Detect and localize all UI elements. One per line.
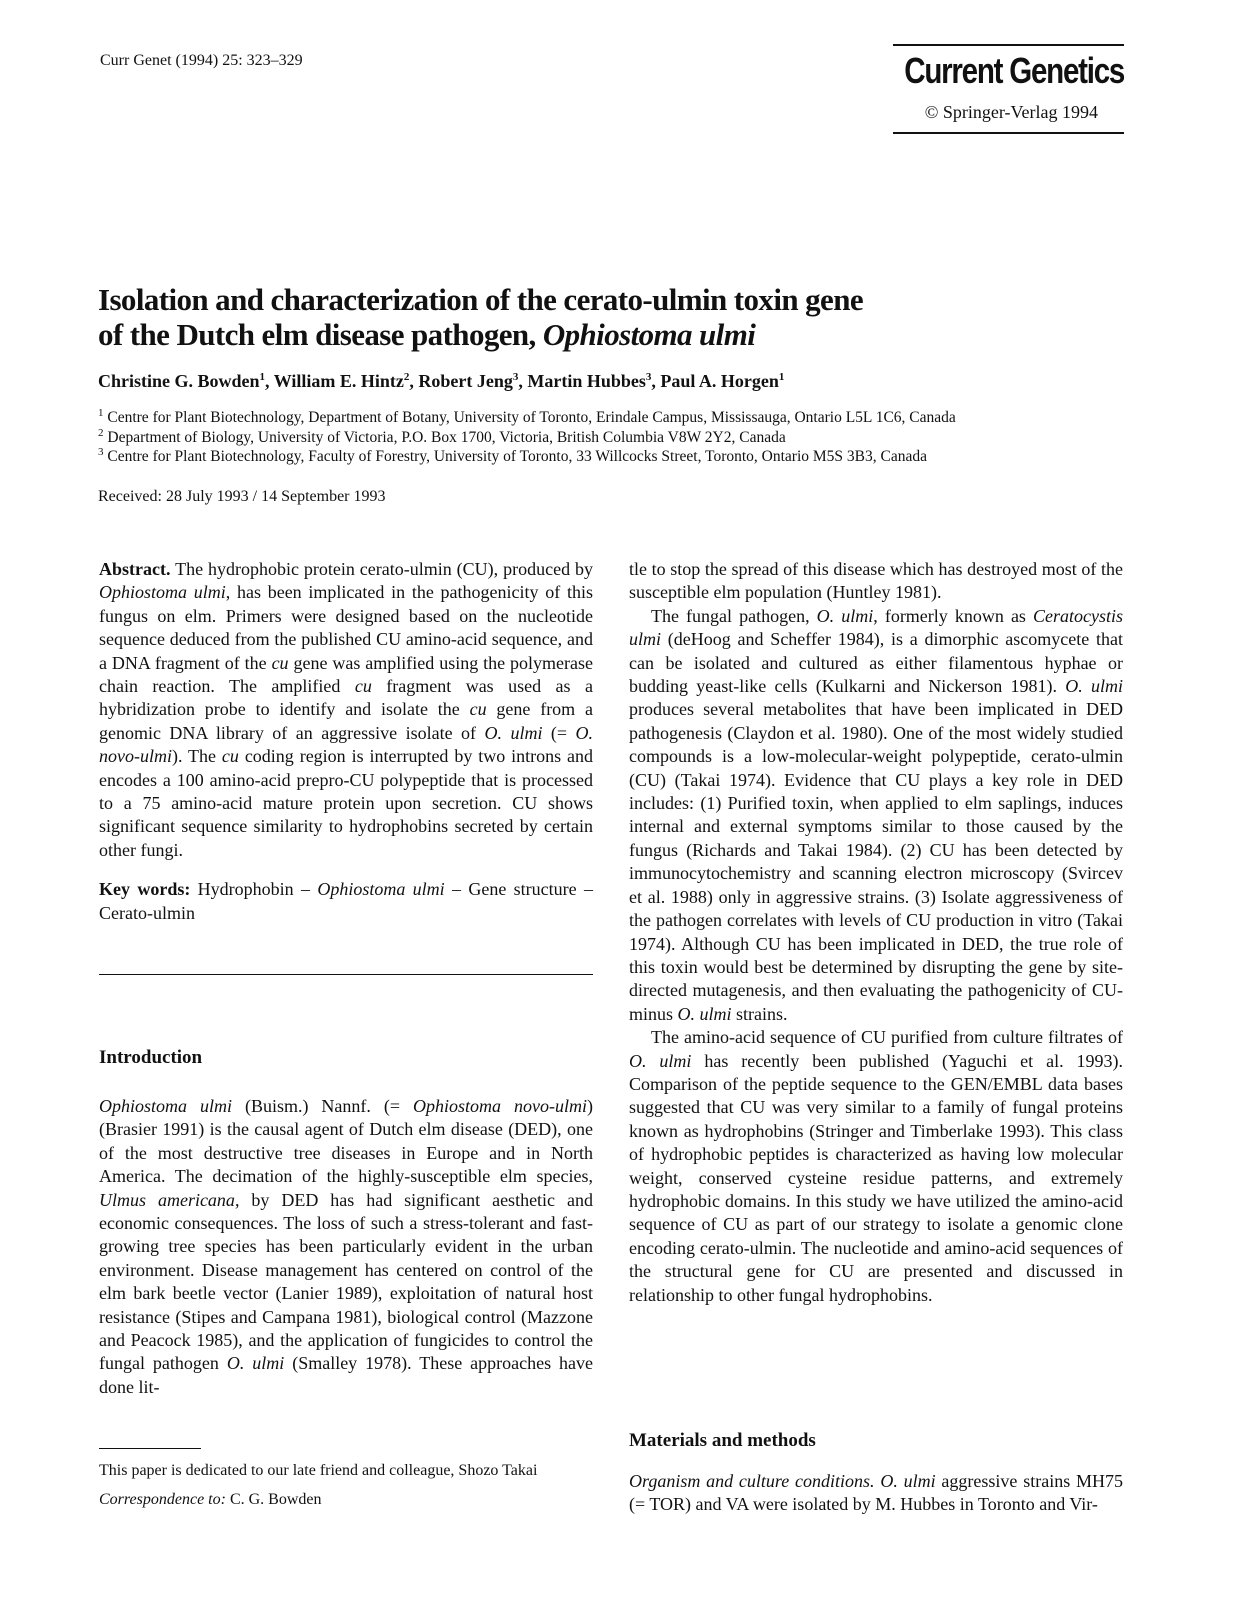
author-separator: ,: [409, 371, 419, 391]
author-name: Christine G. Bowden: [98, 371, 260, 391]
abstract-italic: cu: [354, 676, 372, 697]
correspondence-name: C. G. Bowden: [225, 1491, 322, 1508]
abstract-text: The hydrophobic protein cerato-ulmin (CU), produced by: [170, 559, 593, 579]
intro-italic: O. ulmi: [816, 605, 874, 626]
intro-italic: O. ulmi: [629, 1050, 692, 1071]
abstract-italic: cu: [469, 699, 487, 720]
intro-text: , formerly known as: [873, 605, 1034, 626]
intro-text: produces several metabolites that have been implicated in DED pathogenesis (Claydon et al. 1980). One of the most widely studied compounds is a low-molecular-weight polypeptide, cerato-ulmin (CU) (Takai 1974). Evidence that CU plays a key role in DED includes: (1) Purified toxin, when applied to elm saplings, induces internal and external symptoms similar to those caused by the fungus (Richards and Takai 1984). (2) CU has been detected by immunocytochemistry and scanning electron microscopy (Svircev et al. 1988) only in aggressive strains. (3) Isolate aggressiveness of the pathogen correlates with levels of CU production in vitro (Takai 1974). Although CU has been implicated in DED, the true role of this toxin would best be determined by disrupting the gene by site-directed mutagenesis, and then evaluating the pathogenicity of CU-minus: [629, 699, 1123, 1024]
methods-subheading: Organism and culture conditions.: [629, 1471, 875, 1491]
affiliation-text: Department of Biology, University of Victoria, P.O. Box 1700, Victoria, British Columbia V8W 2Y2, Canada: [107, 428, 786, 446]
intro-continuation: tle to stop the spread of this disease which has destroyed most of the susceptible elm population (Huntley 1981).: [629, 559, 1123, 603]
methods-heading: Materials and methods: [629, 1430, 816, 1451]
affiliation-number: 2: [98, 426, 104, 439]
journal-title: Current Genetics: [904, 50, 1124, 91]
footnote-rule: [99, 1448, 201, 1449]
intro-text: , by DED has had significant aesthetic and economic consequences. The loss of such a stress-tolerant and fast-growing tree species has been particularly evident in the urban environment. Disease management has centered on control of the elm bark beetle vector (Lanier 1989), exploitation of natural host resistance (Stipes and Campana 1981), biological control (Mazzone and Peacock 1985), and the application of fungicides to control the fungal pathogen: [99, 1189, 593, 1374]
received-dates: Received: 28 July 1993 / 14 September 1993: [98, 488, 386, 505]
abstract-text: , has been implicated in the pathogenicity of this fungus on elm. Primers were designed based on the nucleotide sequence deduced from the published CU amino-acid sequence, and a DNA fragment of the: [99, 582, 593, 673]
intro-italic: Ceratocystis ulmi: [629, 605, 1124, 650]
abstract-heading: Abstract.: [99, 559, 171, 579]
intro-italic: Ophiostoma ulmi: [99, 1096, 232, 1116]
intro-text: (Buism.) Nannf. (=: [231, 1096, 414, 1116]
title-species: Ophiostoma ulmi: [542, 317, 756, 352]
abstract-italic: Ophiostoma ulmi: [99, 582, 226, 603]
author-separator: ,: [518, 371, 528, 391]
correspondence-footnote: [99, 1491, 322, 1509]
keywords-heading: Key words:: [99, 879, 191, 900]
abstract-italic: cu: [221, 746, 239, 767]
abstract: [99, 558, 593, 862]
left-column: [99, 558, 593, 925]
affiliation: [98, 428, 956, 448]
intro-text: ) (Brasier 1991) is the causal agent of Dutch elm disease (DED), one of the most destructive tree diseases in Europe and in North America. The decimation of the highly-susceptible elm species,: [99, 1096, 593, 1187]
correspondence-label: Correspondence to:: [99, 1491, 226, 1508]
article-title: [98, 282, 1118, 352]
intro-paragraph-3: [629, 1026, 1123, 1307]
methods-paragraph: [629, 1470, 1123, 1517]
keywords: [99, 878, 593, 925]
intro-text: (Smalley 1978). These approaches have done lit-: [99, 1353, 593, 1397]
title-line-1: Isolation and characterization of the cerato-ulmin toxin gene: [98, 282, 863, 317]
intro-text: strains.: [731, 1003, 788, 1024]
intro-italic: Ulmus americana: [99, 1189, 235, 1210]
affiliation-number: 1: [98, 406, 104, 419]
author-affil-mark: 3: [512, 371, 519, 383]
keywords-text: Hydrophobin –: [190, 879, 318, 900]
affiliation-text: Centre for Plant Biotechnology, Faculty of Forestry, University of Toronto, 33 Willcocks Street, Toronto, Ontario M5S 3B3, Canada: [107, 448, 927, 465]
intro-text: (deHoog and Scheffer 1984), is a dimorphic ascomycete that can be isolated and cultured as either filamentous hyphae or budding yeast-like cells (Kulkarni and Nickerson 1981).: [629, 629, 1123, 697]
abstract-text: coding region is interrupted by two introns and encodes a 100 amino-acid prepro-CU polypeptide that is processed to a 75 amino-acid mature protein upon secretion. CU shows significant sequence similarity to hydrophobins secreted by certain other fungi.: [99, 746, 593, 860]
abstract-italic: cu: [271, 652, 289, 673]
abstract-text: gene was amplified using the polymerase chain reaction. The amplified: [99, 652, 593, 697]
affiliation-text: Centre for Plant Biotechnology, Department of Botany, University of Toronto, Erindale Campus, Mississauga, Ontario L5L 1C6, Canada: [107, 409, 956, 426]
author-affil-mark: 2: [403, 371, 410, 383]
author-name: Martin Hubbes: [527, 371, 646, 391]
abstract-text: gene from a genomic DNA library of an aggressive isolate of: [99, 699, 593, 743]
affiliation: [98, 447, 956, 467]
affiliation: [98, 408, 956, 428]
journal-citation: Curr Genet (1994) 25: 323–329: [100, 52, 303, 69]
author-list: [98, 371, 784, 392]
abstract-italic: O. novo-ulmi: [99, 722, 593, 767]
methods-italic: O. ulmi: [880, 1471, 936, 1491]
abstract-italic: O. ulmi: [484, 722, 543, 743]
intro-paragraph-2: [629, 605, 1123, 1026]
keywords-text: – Gene structure – Cerato-ulmin: [99, 879, 593, 923]
title-line-2-start: of the Dutch elm disease pathogen,: [98, 317, 543, 352]
intro-text: The amino-acid sequence of CU purified from culture filtrates of: [651, 1027, 1123, 1048]
masthead-rule-bottom: [893, 132, 1124, 134]
intro-text: has recently been published (Yaguchi et al. 1993). Comparison of the peptide sequence to the GEN/EMBL data bases suggested that CU was very similar to a family of fungal proteins known as hydrophobins (Stringer and Timberlake 1993). This class of hydrophobic peptides is characterized as having low molecular weight, conserved cysteine residue patterns, and extremely hydrophobic domains. In this study we have utilized the amino-acid sequence of CU as part of our strategy to isolate a genomic clone encoding cerato-ulmin. The nucleotide and amino-acid sequences of the structural gene for CU are presented and discussed in relationship to other fungal hydrophobins.: [629, 1050, 1124, 1305]
intro-italic: O. ulmi: [1065, 676, 1123, 697]
author-affil-mark: 3: [645, 371, 652, 383]
intro-italic: Ophiostoma novo-ulmi: [413, 1096, 587, 1116]
abstract-text: (=: [542, 722, 576, 743]
right-column: [629, 558, 1123, 1307]
keywords-italic: Ophiostoma ulmi: [317, 879, 445, 900]
dedication-footnote: This paper is dedicated to our late friend and colleague, Shozo Takai: [99, 1462, 538, 1479]
publisher-copyright: © Springer-Verlag 1994: [924, 102, 1098, 122]
affiliation-number: 3: [98, 445, 104, 458]
introduction-heading: Introduction: [99, 1047, 203, 1068]
introduction-paragraph: [99, 1095, 593, 1399]
abstract-text: ). The: [171, 746, 222, 767]
intro-italic: O. ulmi: [226, 1353, 285, 1374]
author-affil-mark: 1: [259, 371, 266, 383]
intro-text: The fungal pathogen,: [651, 605, 817, 626]
author-name: Robert Jeng: [418, 371, 513, 391]
author-separator: ,: [265, 371, 274, 391]
affiliations: [98, 408, 956, 467]
author-affil-mark: 1: [778, 371, 785, 383]
author-name: Paul A. Horgen: [660, 371, 779, 391]
author-separator: ,: [651, 371, 661, 391]
author-name: William E. Hintz: [273, 371, 404, 391]
title-line-2: [98, 317, 1118, 352]
methods-text: aggressive strains MH75 (= TOR) and VA were isolated by M. Hubbes in Toronto and Vir-: [629, 1471, 1123, 1515]
abstract-text: fragment was used as a hybridization probe to identify and isolate the: [99, 676, 593, 720]
masthead-rule-top: [893, 44, 1124, 46]
intro-italic: O. ulmi: [677, 1003, 732, 1024]
abstract-divider: [99, 974, 593, 975]
